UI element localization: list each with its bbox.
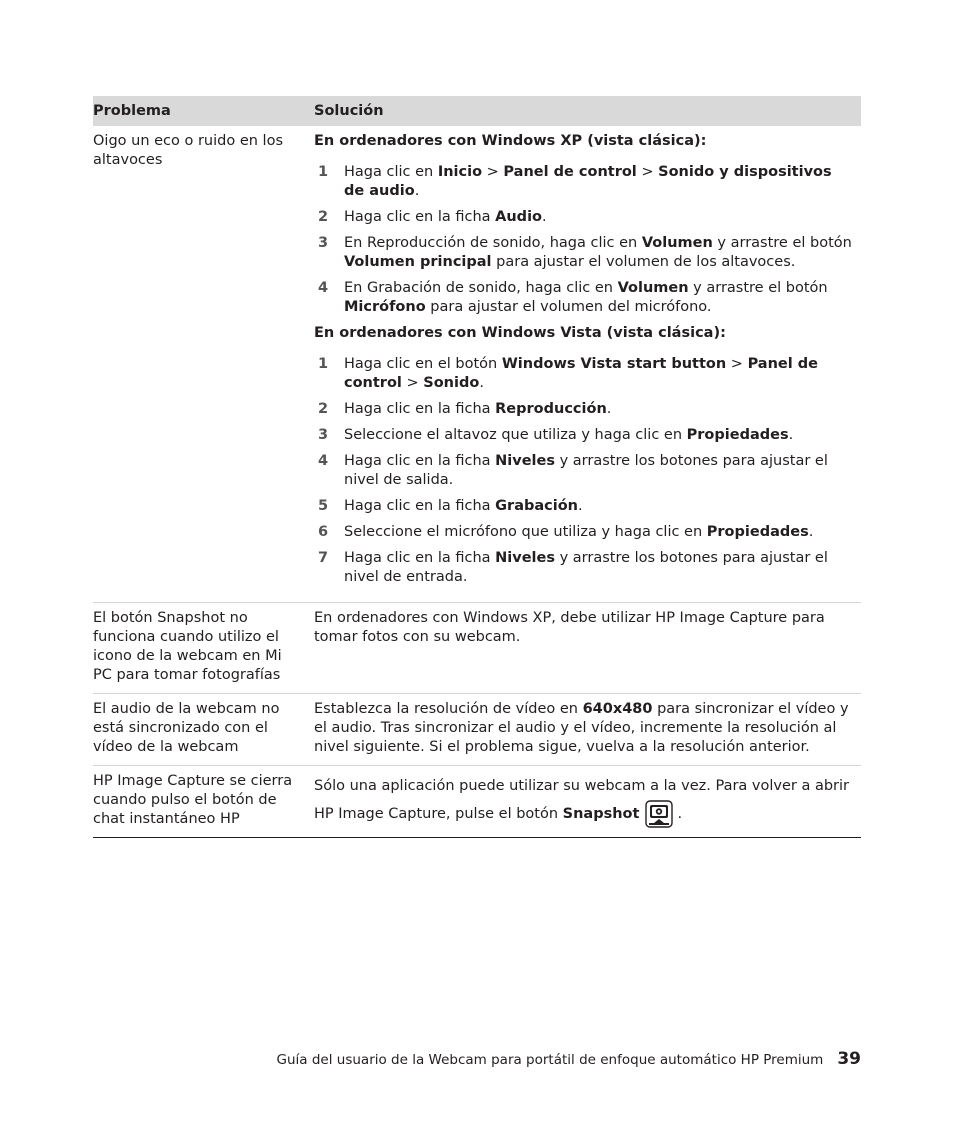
page-footer: [93, 1049, 861, 1069]
bold-term: Micrófono: [344, 299, 426, 315]
bold-term: Sonido y dispositivos de audio: [344, 164, 832, 199]
text-run: Haga clic en la ficha: [344, 401, 496, 417]
text-run: .: [788, 427, 794, 443]
text-run: y arrastre el botón: [712, 235, 852, 251]
text-run: .: [578, 498, 583, 514]
text-run: Seleccione el micrófono que utiliza y haga clic en: [344, 524, 707, 540]
text-run: y arrastre el botón: [688, 280, 828, 296]
text-run: >: [726, 356, 748, 372]
table-row: [93, 126, 861, 603]
bold-term: Volumen: [617, 280, 689, 296]
text-run: Haga clic en la ficha: [344, 453, 496, 469]
text-run: Establezca la resolución de vídeo en: [314, 701, 583, 717]
step-item: [314, 234, 853, 272]
troubleshooting-table: [93, 96, 861, 838]
step-number: 6: [318, 524, 329, 540]
text-run: para ajustar el volumen del micrófono.: [425, 299, 712, 315]
bold-term: Grabación: [495, 498, 578, 514]
problem-cell: HP Image Capture se cierra cuando pulso el botón de chat instantáneo HP: [93, 766, 314, 838]
bold-term: Snapshot: [562, 806, 640, 822]
text-run: .: [479, 375, 484, 391]
bold-term: Propiedades: [686, 427, 789, 443]
step-item: [314, 452, 853, 490]
trailing-period: .: [677, 806, 683, 822]
step-item: [314, 523, 853, 542]
snapshot-button-icon: [645, 800, 673, 828]
text-run: >: [401, 375, 424, 391]
solution-cell: [314, 766, 861, 838]
step-item: [314, 355, 853, 393]
step-number: 2: [318, 209, 329, 225]
step-number: 3: [318, 235, 329, 251]
bold-term: Audio: [495, 209, 542, 225]
step-number: 1: [318, 356, 329, 372]
table-header-row: [93, 96, 861, 126]
text-run: y arrastre los botones para ajustar el nivel de entrada.: [344, 550, 828, 585]
bold-term: Sonido: [423, 375, 480, 391]
header-problem: Problema: [93, 96, 314, 126]
step-item: [314, 400, 853, 419]
step-number: 5: [318, 498, 329, 514]
solution-cell: [314, 126, 861, 603]
bold-term: Niveles: [495, 550, 555, 566]
text-run: Haga clic en la ficha: [344, 209, 496, 225]
text-run: .: [542, 209, 547, 225]
step-item: [314, 208, 853, 227]
section-heading: En ordenadores con Windows Vista (vista clásica):: [314, 325, 726, 341]
steps-list: [314, 163, 853, 317]
text-run: Haga clic en el botón: [344, 356, 502, 372]
bold-term: 640x480: [582, 701, 653, 717]
bold-term: Niveles: [495, 453, 555, 469]
bold-term: Volumen principal: [344, 254, 492, 270]
text-run: En Grabación de sonido, haga clic en: [344, 280, 618, 296]
text-run: Seleccione el altavoz que utiliza y haga clic en: [344, 427, 687, 443]
page-number: 39: [837, 1049, 861, 1069]
text-run: En Reproducción de sonido, haga clic en: [344, 235, 642, 251]
step-number: 1: [318, 164, 329, 180]
bold-term: Inicio: [437, 164, 483, 180]
table-row: [93, 766, 861, 838]
problem-cell: El botón Snapshot no funciona cuando utilizo el icono de la webcam en Mi PC para tomar fotografías: [93, 603, 314, 694]
text-run: Haga clic en la ficha: [344, 498, 496, 514]
step-item: [314, 426, 853, 445]
section-heading: En ordenadores con Windows XP (vista clásica):: [314, 133, 707, 149]
solution-text: [314, 778, 849, 822]
text-run: En ordenadores con Windows XP, debe utilizar HP Image Capture para tomar fotos con su webcam.: [314, 610, 825, 645]
bold-term: Reproducción: [495, 401, 607, 417]
solution-cell: [314, 694, 861, 766]
step-number: 2: [318, 401, 329, 417]
footer-title: Guía del usuario de la Webcam para portátil de enfoque automático HP Premium: [276, 1052, 824, 1068]
text-run: para ajustar el volumen de los altavoces.: [491, 254, 796, 270]
step-number: 7: [318, 550, 329, 566]
text-run: .: [808, 524, 814, 540]
step-item: [314, 163, 853, 201]
bold-term: Panel de control: [503, 164, 637, 180]
step-number: 4: [318, 280, 329, 296]
text-run: Haga clic en: [344, 164, 438, 180]
text-run: .: [414, 183, 420, 199]
step-item: [314, 549, 853, 587]
step-number: 4: [318, 453, 329, 469]
bold-term: Windows Vista start button: [501, 356, 727, 372]
text-run: para sincronizar el vídeo y el audio. Tras sincronizar el audio y el vídeo, incremente la resolución al nivel siguiente. Si el problema sigue, vuelva a la resolución anterior.: [314, 701, 849, 755]
header-solution: Solución: [314, 96, 861, 126]
step-number: 3: [318, 427, 329, 443]
problem-cell: Oigo un eco o ruido en los altavoces: [93, 126, 314, 603]
table-row: [93, 603, 861, 694]
problem-cell: El audio de la webcam no está sincronizado con el vídeo de la webcam: [93, 694, 314, 766]
text-run: >: [636, 164, 659, 180]
table-row: [93, 694, 861, 766]
bold-term: Propiedades: [706, 524, 809, 540]
text-run: y arrastre los botones para ajustar el nivel de salida.: [344, 453, 828, 488]
text-run: .: [606, 401, 612, 417]
step-item: [314, 497, 853, 516]
page-content: [93, 96, 861, 838]
step-item: [314, 279, 853, 317]
text-run: Sólo una aplicación puede utilizar su webcam a la vez. Para volver a abrir HP Image Capture, pulse el botón: [314, 778, 850, 822]
solution-cell: [314, 603, 861, 694]
bold-term: Panel de control: [344, 356, 818, 391]
steps-list: [314, 355, 853, 587]
text-run: >: [482, 164, 504, 180]
text-run: Haga clic en la ficha: [344, 550, 496, 566]
bold-term: Volumen: [641, 235, 713, 251]
